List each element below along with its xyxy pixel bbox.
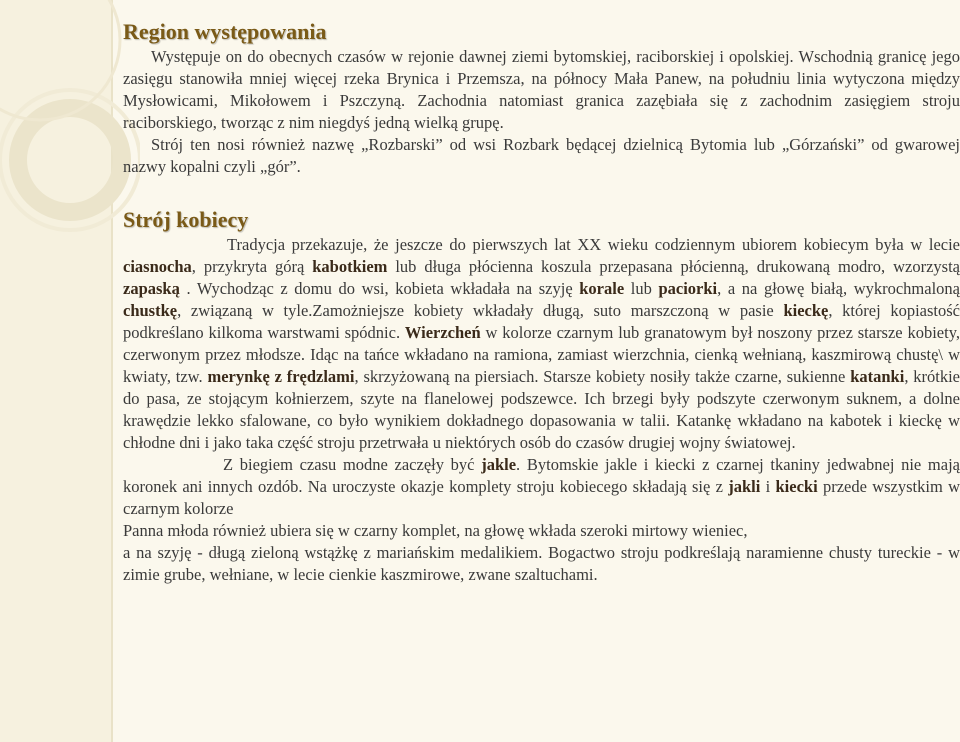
text-span: . Bytomskie jakle i kiecki z czarnej tkaniny jedwabnej nie mają koronek ani innych ozdób. Na uroczyste okazje komplety stroju kobiecego składają się z	[123, 455, 960, 496]
text-span: Tradycja przekazuje, że jeszcze do pierwszych lat XX wieku codziennym ubiorem kobiecym była w lecie	[227, 235, 960, 254]
text-span: , której kopiastość podkreślano kilkoma warstwami spódnic.	[123, 301, 960, 342]
term-jakli: jakli	[728, 477, 761, 496]
term-katanki: katanki	[850, 367, 905, 386]
term-korale: korale	[579, 279, 625, 298]
text-span: Z biegiem czasu modne zaczęły być	[223, 455, 482, 474]
text-span: , a na głowę białą, wykrochmaloną	[717, 279, 960, 298]
stroj-paragraph-3: Panna młoda również ubiera się w czarny komplet, na głowę wkłada szeroki mirtowy wieniec,	[123, 521, 748, 540]
term-ciasnocha: ciasnocha	[123, 257, 192, 276]
term-merynka: merynkę z frędzlami	[207, 367, 355, 386]
heading-stroj-kobiecy: Strój kobiecy	[123, 207, 249, 232]
text-span: , przykryta górą	[191, 257, 313, 276]
term-kiecki: kiecki	[775, 477, 818, 496]
term-jakle: jakle	[481, 455, 517, 474]
text-span: lub długa płócienna koszula przepasana płócienną, drukowaną modro, wzorzystą	[387, 257, 960, 276]
text-span: przede wszystkim w czarnym kolorze	[123, 477, 960, 518]
main-content	[123, 18, 960, 586]
text-span: w kolorze czarnym lub granatowym był noszony przez starsze kobiety, czerwonym przez młodsze. Idąc na tańce wkładano na ramiona, zamiast wierzchnia, cienką wełnianą, kaszmirową chustę\ w kwiaty, tzw.	[123, 323, 960, 386]
term-kiecka: kieckę	[783, 301, 829, 320]
stroj-paragraph-4: a na szyję - długą zieloną wstążkę z mariańskim medalikiem. Bogactwo stroju podkreślają naramienne chusty tureckie - w zimie grube, wełniane, w lecie cienkie kaszmirowe, zwane szaltuchami.	[123, 543, 960, 584]
text-span: , skrzyżowaną na piersiach. Starsze kobiety nosiły także czarne, sukienne	[354, 367, 851, 386]
region-paragraph-1: Występuje on do obecnych czasów w rejonie dawnej ziemi bytomskiej, raciborskiej i opolskiej. Wschodnią granicę jego zasięgu stanowiła mniej więcej rzeka Brynica i Przemsza, na północy Mała Panew, na południu linia wytyczona między Mysłowicami, Mikołowem i Pszczyną. Zachodnia natomiast granica zazębiała się z zachodnim zasięgiem stroju raciborskiego, tworząc z nim niegdyś jedną wielką grupę.	[123, 47, 960, 132]
term-zapaska: zapaską	[123, 279, 180, 298]
text-span: , związaną w tyle.Zamożniejsze kobiety wkładały długą, suto marszczoną w pasie	[177, 301, 784, 320]
term-kabotek: kabotkiem	[312, 257, 388, 276]
stroj-paragraph-1	[123, 234, 960, 454]
heading-region: Region występowania	[123, 19, 327, 44]
stroj-paragraph-2	[123, 454, 960, 520]
term-paciorki: paciorki	[658, 279, 718, 298]
term-chustka: chustkę	[123, 301, 178, 320]
text-span: , krótkie do pasa, ze stojącym kołnierzem, szyte na flanelowej podszewce. Ich brzegi były podszyte czerwonym suknem, a dolne krawędzie lekko sfalowane, co było wynikiem dokładnego dopasowania w talii. Katankę wkładano na kabotek i kieckę w chłodne dni i jako taka część stroju przetrwała u niektórych osób do czasów drugiej wojny światowej.	[123, 367, 960, 452]
text-span: i	[760, 477, 776, 496]
term-wierzchen: Wierzcheń	[404, 323, 481, 342]
text-span: lub	[624, 279, 659, 298]
text-span: . Wychodząc z domu do wsi, kobieta wkładała na szyję	[179, 279, 580, 298]
region-paragraph-2: Strój ten nosi również nazwę „Rozbarski” od wsi Rozbark będącej dzielnicą Bytomia lub „Górzański” od gwarowej nazwy kopalni czyli „gór”.	[123, 135, 960, 176]
decorative-ornament	[0, 0, 140, 742]
